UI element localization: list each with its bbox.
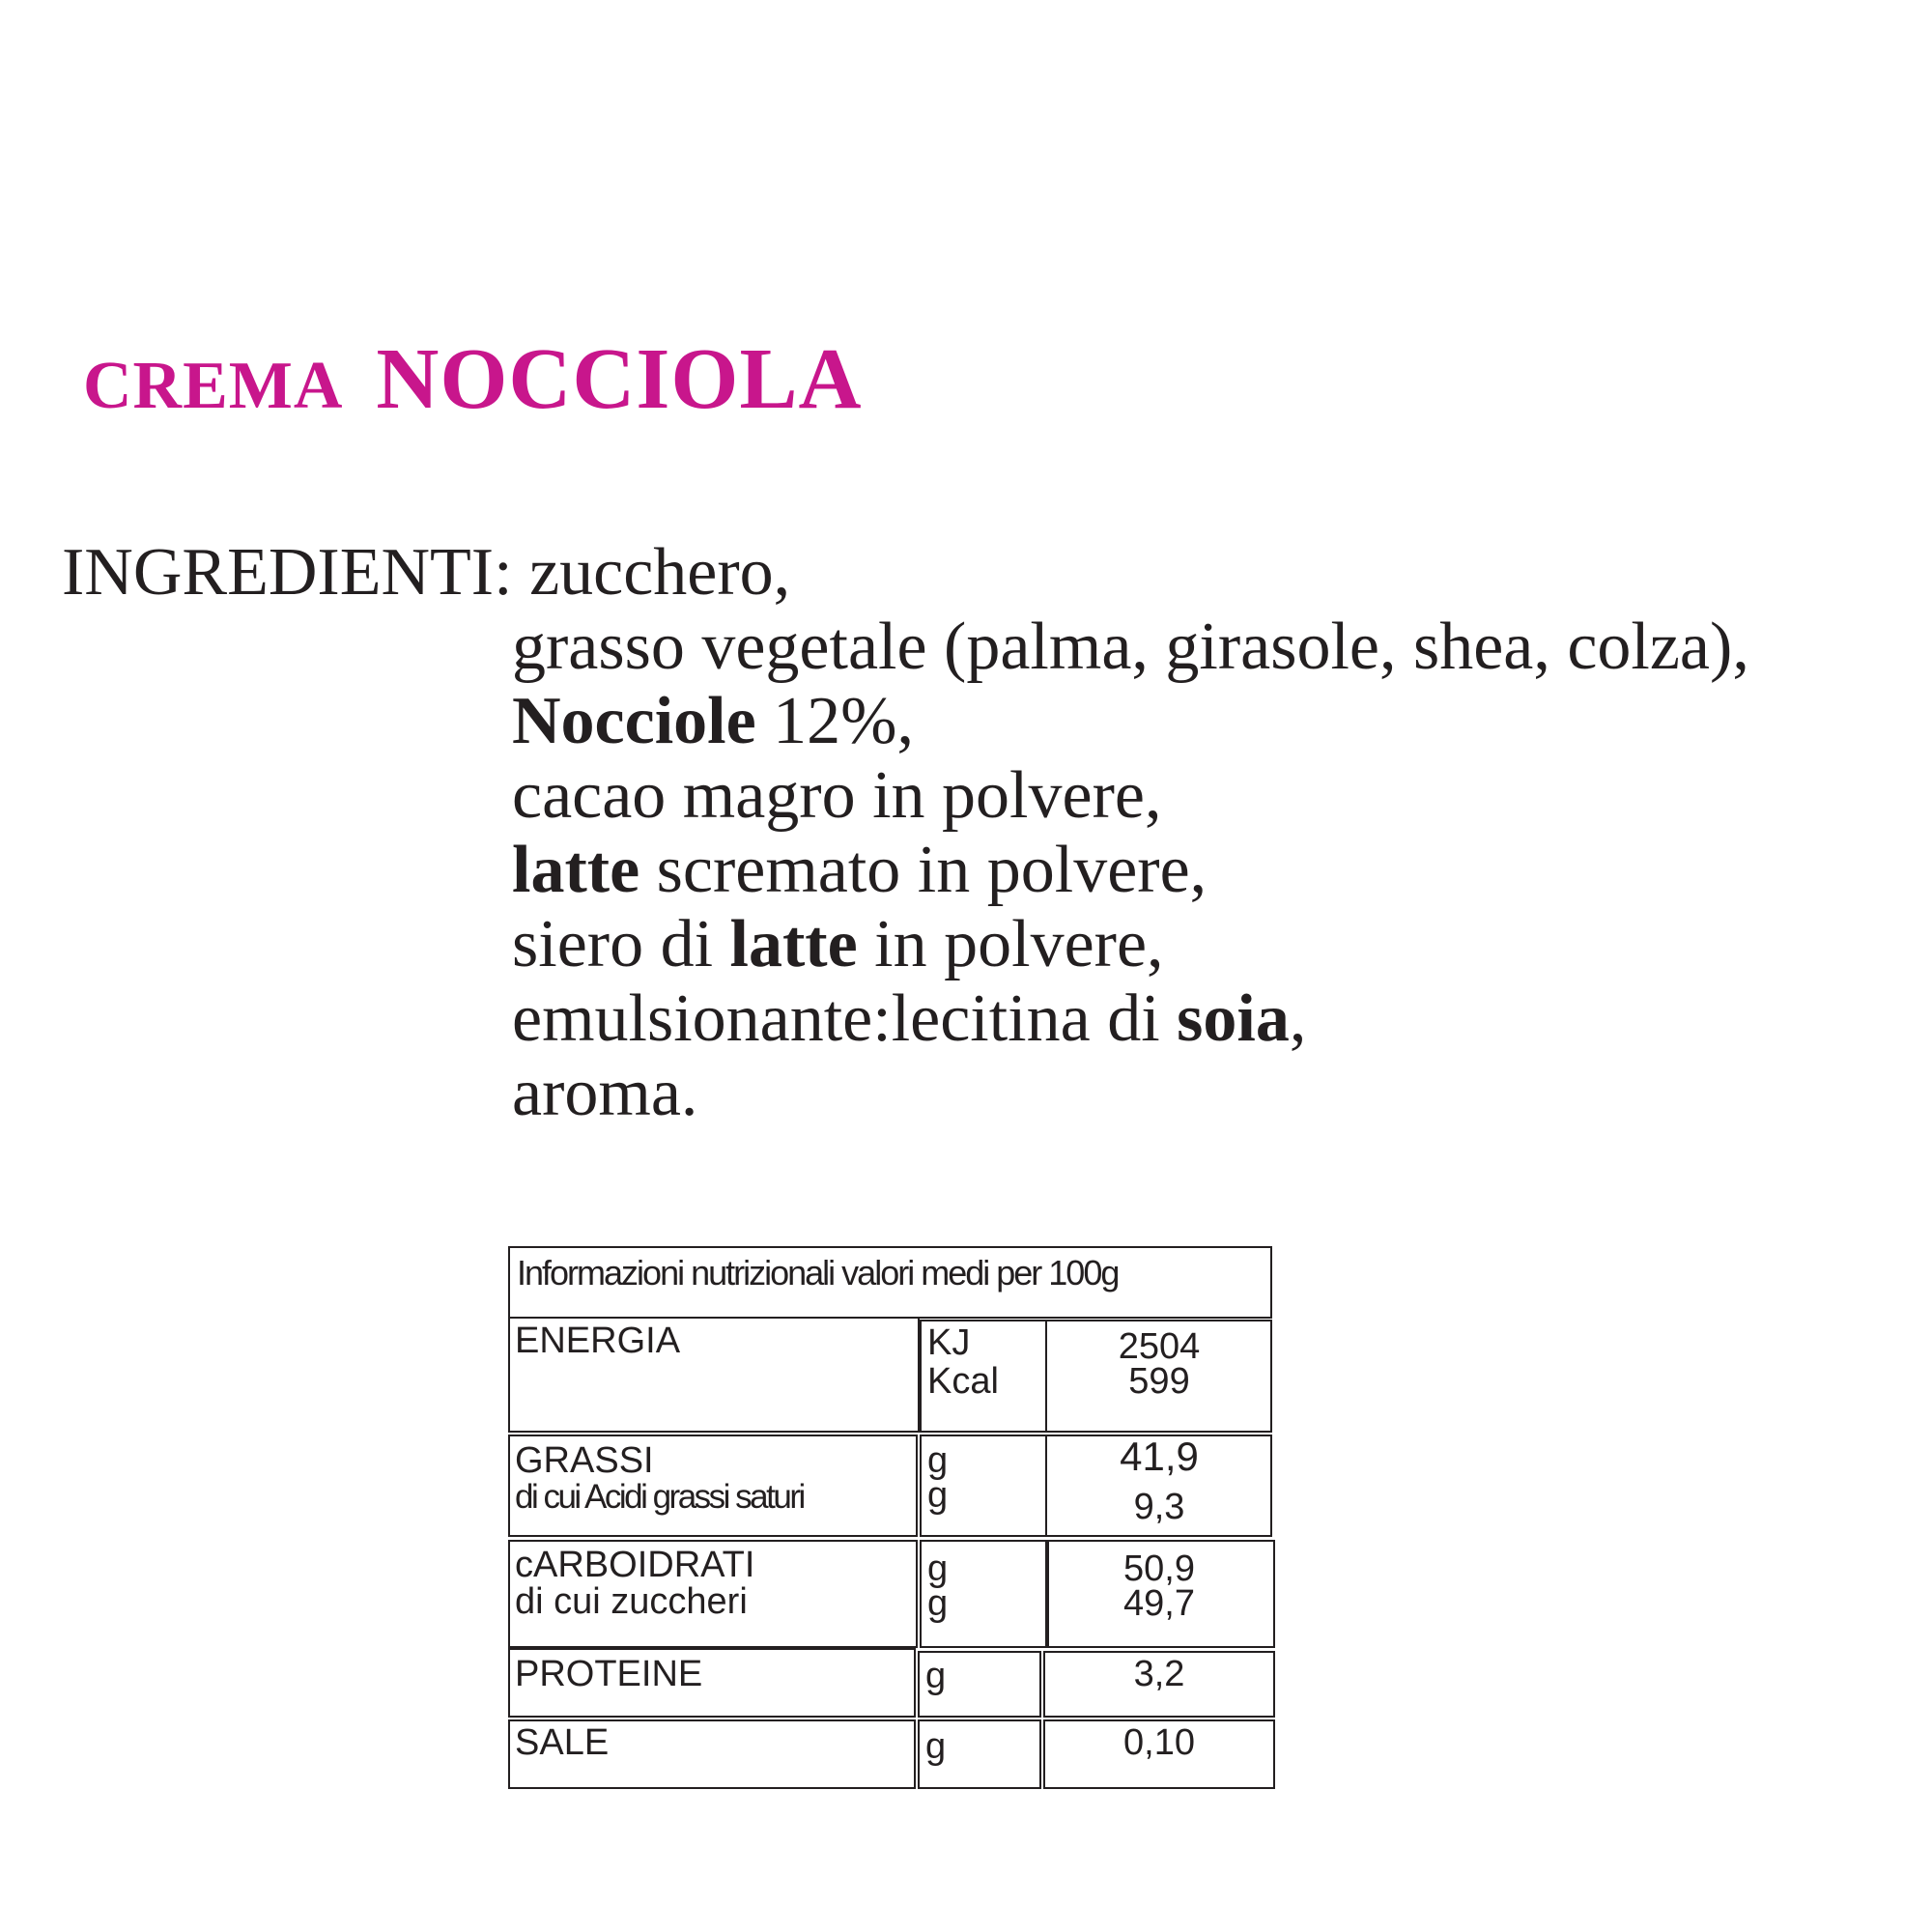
ingredient-line xyxy=(62,758,1749,833)
ingredient-text: siero di xyxy=(512,907,730,981)
energia-unit1: KJ xyxy=(927,1322,971,1363)
energia-label: ENERGIA xyxy=(515,1321,681,1361)
ingredient-line xyxy=(62,907,1749,981)
carboidrati-unit1: g xyxy=(927,1548,949,1589)
ingredient-text: zucchero, xyxy=(512,535,791,610)
ingredient-text: scremato in polvere, xyxy=(639,833,1208,907)
grassi-unit2: g xyxy=(927,1475,949,1516)
ingredient-line xyxy=(62,1056,1749,1130)
carboidrati-unit2: g xyxy=(927,1583,949,1624)
grassi-value2: 9,3 xyxy=(1133,1487,1185,1527)
product-title xyxy=(83,331,863,427)
ingredient-text: , xyxy=(1289,981,1307,1056)
ingredient-text: grasso vegetale (palma, girasole, shea, colza), xyxy=(512,610,1749,684)
ingredient-line xyxy=(62,610,1749,684)
grassi-unit1: g xyxy=(927,1440,949,1481)
allergen-text: Nocciole xyxy=(512,684,756,758)
ingredient-line xyxy=(62,535,1749,610)
energia-value1: 2504 xyxy=(1118,1326,1201,1367)
ingredient-text: 12%, xyxy=(755,684,914,758)
carboidrati-value2: 49,7 xyxy=(1123,1583,1195,1624)
sale-label: SALE xyxy=(515,1722,610,1763)
product-title-word1: CREMA xyxy=(83,349,344,423)
allergen-text: soia xyxy=(1177,981,1290,1056)
ingredients-list xyxy=(62,535,1749,1130)
nutrition-header: Informazioni nutrizionali valori medi per 100g xyxy=(517,1253,1119,1293)
grassi-value1: 41,9 xyxy=(1120,1434,1199,1479)
proteine-unit: g xyxy=(925,1656,947,1696)
grassi-label: GRASSI xyxy=(515,1440,654,1481)
ingredient-text: in polvere, xyxy=(857,907,1164,981)
product-title-word2: NOCCIOLA xyxy=(376,331,863,427)
sale-value: 0,10 xyxy=(1123,1722,1195,1763)
allergen-text: latte xyxy=(729,907,858,981)
carboidrati-label: cARBOIDRATI xyxy=(515,1545,755,1585)
ingredient-text: cacao magro in polvere, xyxy=(512,758,1162,833)
energia-unit2: Kcal xyxy=(927,1361,999,1402)
grassi-sublabel: di cui Acidi grassi saturi xyxy=(515,1478,804,1516)
ingredient-text: emulsionante:lecitina di xyxy=(512,981,1178,1056)
proteine-value: 3,2 xyxy=(1133,1654,1185,1694)
ingredient-line xyxy=(62,981,1749,1056)
energia-value2: 599 xyxy=(1128,1361,1190,1402)
ingredient-line xyxy=(62,833,1749,907)
carboidrati-value1: 50,9 xyxy=(1123,1548,1195,1589)
ingredient-line xyxy=(62,684,1749,758)
sale-unit: g xyxy=(925,1726,947,1767)
proteine-label: PROTEINE xyxy=(515,1654,703,1694)
carboidrati-sublabel: di cui zuccheri xyxy=(515,1581,748,1622)
allergen-text: latte xyxy=(512,833,640,907)
ingredient-text: aroma. xyxy=(512,1056,698,1130)
ingredients-label: INGREDIENTI: xyxy=(62,535,513,610)
